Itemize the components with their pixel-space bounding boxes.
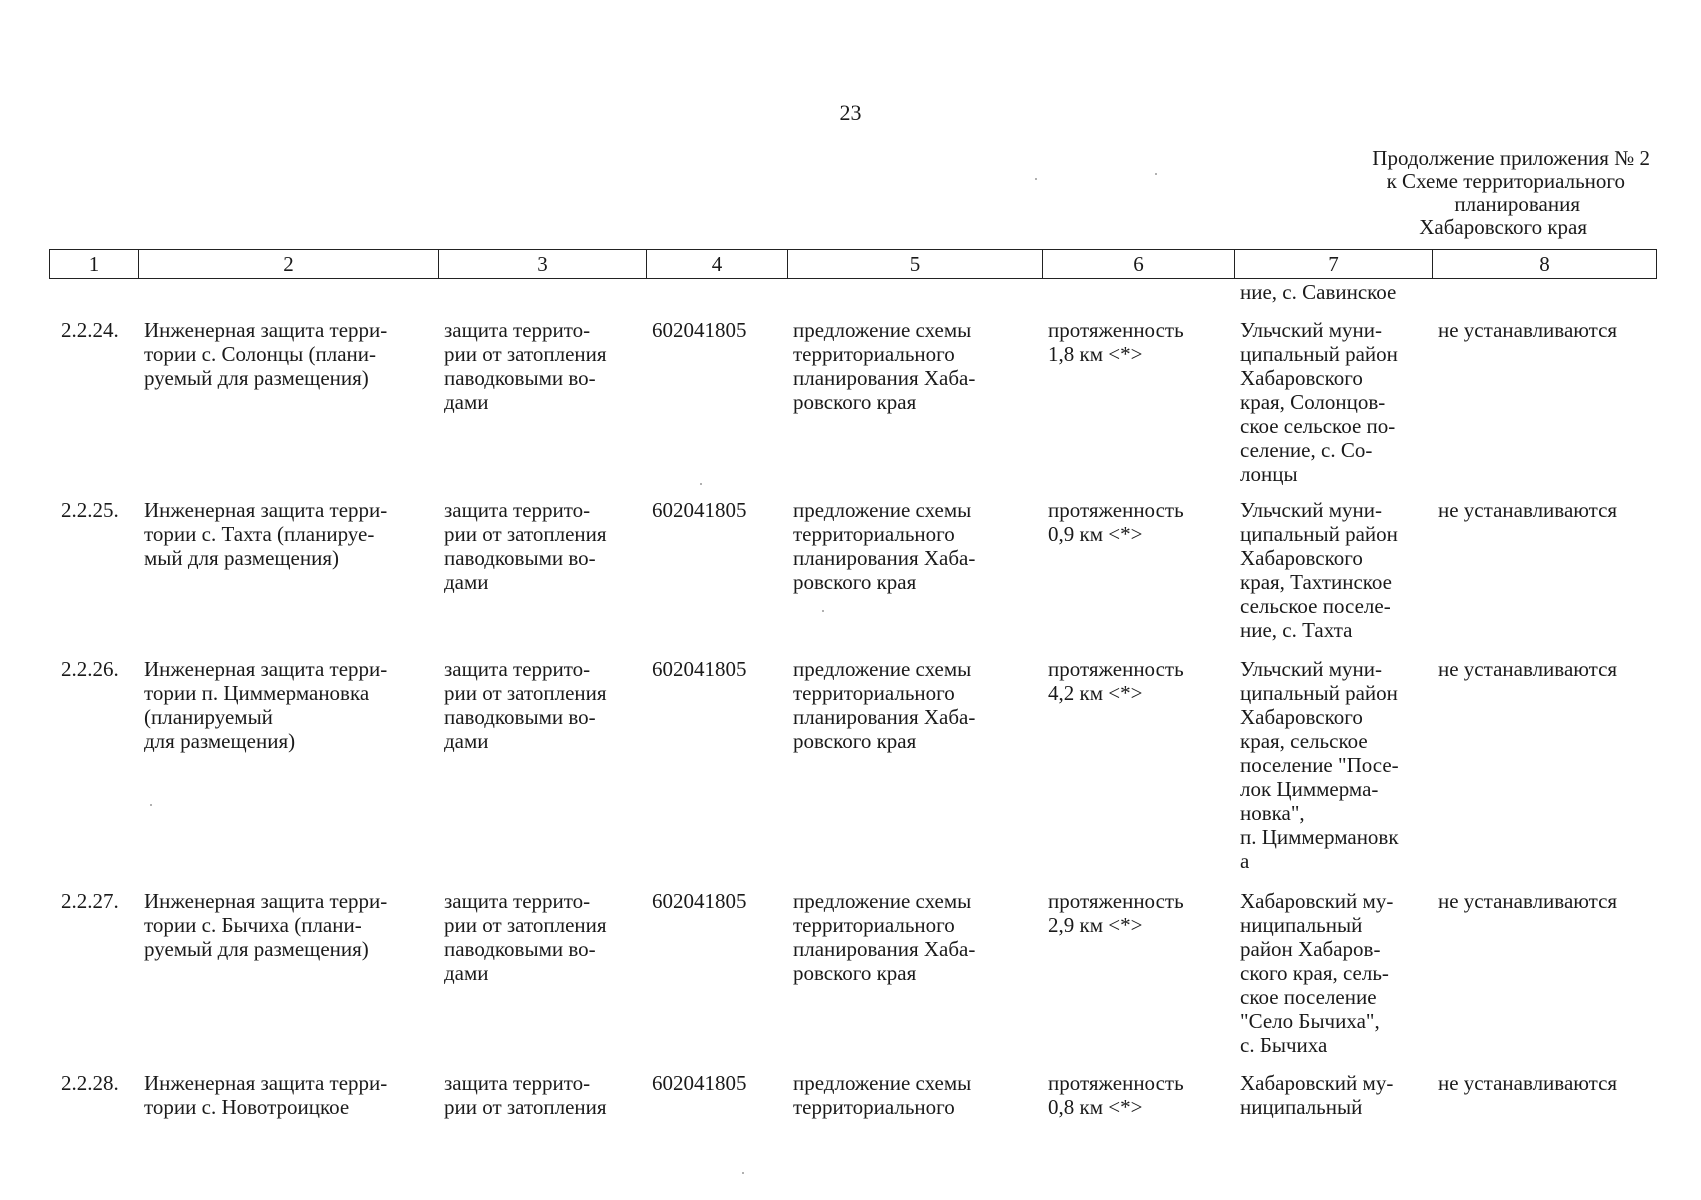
column-header-8: 8 (1433, 250, 1657, 279)
cell-characteristics: протяженность 4,2 км <*> (1048, 657, 1184, 705)
cell-purpose: защита террито- рии от затопления паводковыми во- дами (444, 657, 607, 753)
scan-speck (742, 1172, 744, 1174)
cell-number: 2.2.26. (61, 657, 119, 681)
scan-speck (150, 804, 152, 806)
appendix-heading-line: Хабаровского края (1419, 215, 1587, 239)
scan-speck (1155, 173, 1157, 175)
column-header-3: 3 (439, 250, 647, 279)
cell-characteristics: протяженность 2,9 км <*> (1048, 889, 1184, 937)
cell-number: 2.2.24. (61, 318, 119, 342)
column-header-1: 1 (50, 250, 139, 279)
cell-zones (1432, 280, 1656, 318)
table-row (49, 657, 1656, 889)
objects-table (49, 280, 1656, 1131)
cell-characteristics: протяженность 0,9 км <*> (1048, 498, 1184, 546)
cell-name: Инженерная защита терри- тории с. Бычиха (плани- руемый для размещения) (144, 889, 388, 961)
cell-purpose (438, 280, 646, 318)
cell-purpose: защита террито- рии от затопления паводковыми во- дами (444, 318, 607, 414)
cell-characteristics: протяженность 1,8 км <*> (1048, 318, 1184, 366)
cell-code (646, 280, 787, 318)
cell-zones: не устанавливаются (1438, 318, 1618, 342)
cell-basis: предложение схемы территориального планирования Хаба- ровского края (793, 318, 976, 414)
scan-speck (822, 610, 824, 612)
table-row (49, 889, 1656, 1071)
cell-zones: не устанавливаются (1438, 889, 1618, 913)
column-header-4: 4 (647, 250, 788, 279)
page-number: 23 (839, 100, 862, 125)
appendix-heading-line: планирования (1454, 192, 1580, 216)
cell-purpose: защита террито- рии от затопления паводковыми во- дами (444, 889, 607, 985)
cell-code: 602041805 (652, 889, 747, 913)
cell-name: Инженерная защита терри- тории с. Тахта (планируе- мый для размещения) (144, 498, 388, 570)
appendix-heading (1150, 147, 1650, 239)
cell-number: 2.2.25. (61, 498, 119, 522)
cell-purpose: защита террито- рии от затопления паводковыми во- дами (444, 498, 607, 594)
cell-location: ние, с. Савинское (1240, 280, 1397, 304)
cell-basis: предложение схемы территориального планирования Хаба- ровского края (793, 889, 976, 985)
cell-name: Инженерная защита терри- тории с. Солонцы (плани- руемый для размещения) (144, 318, 388, 390)
cell-code: 602041805 (652, 318, 747, 342)
table-row (49, 498, 1656, 657)
cell-basis (787, 280, 1042, 318)
cell-number (49, 280, 138, 318)
column-header-7: 7 (1235, 250, 1433, 279)
column-header-2: 2 (139, 250, 439, 279)
cell-location: Ульчский муни- ципальный район Хабаровского края, Солонцов- ское сельское по- селение, с. Со- лонцы (1240, 318, 1398, 486)
table-row (49, 318, 1656, 498)
cell-purpose: защита террито- рии от затопления (444, 1071, 607, 1119)
cell-number: 2.2.27. (61, 889, 119, 913)
cell-code: 602041805 (652, 657, 747, 681)
cell-location: Хабаровский му- ниципальный район Хабаров- ского края, сель- ское поселение "Село Бычиха", с. Бычиха (1240, 889, 1394, 1057)
column-number-header (49, 249, 1657, 279)
cell-characteristics: протяженность 0,8 км <*> (1048, 1071, 1184, 1119)
column-header-5: 5 (788, 250, 1043, 279)
cell-characteristics (1042, 280, 1234, 318)
cell-zones: не устанавливаются (1438, 498, 1618, 522)
scan-speck (1035, 178, 1037, 180)
cell-location: Ульчский муни- ципальный район Хабаровского края, сельское поселение "Посе- лок Циммерма- новка", п. Циммермановк а (1240, 657, 1399, 873)
table-row-continued (49, 280, 1656, 318)
cell-basis: предложение схемы территориального планирования Хаба- ровского края (793, 657, 976, 753)
cell-number: 2.2.28. (61, 1071, 119, 1095)
cell-zones: не устанавливаются (1438, 657, 1618, 681)
cell-basis: предложение схемы территориального (793, 1071, 972, 1119)
cell-location: Хабаровский му- ниципальный (1240, 1071, 1394, 1119)
scan-speck (700, 483, 702, 485)
cell-code: 602041805 (652, 498, 747, 522)
cell-basis: предложение схемы территориального планирования Хаба- ровского края (793, 498, 976, 594)
appendix-heading-line: Продолжение приложения № 2 (1372, 146, 1650, 170)
cell-name: Инженерная защита терри- тории п. Циммермановка (планируемый для размещения) (144, 657, 388, 753)
appendix-heading-line: к Схеме территориального (1386, 169, 1625, 193)
column-header-6: 6 (1043, 250, 1235, 279)
cell-zones: не устанавливаются (1438, 1071, 1618, 1095)
cell-code: 602041805 (652, 1071, 747, 1095)
header-row (50, 250, 1657, 279)
cell-location: Ульчский муни- ципальный район Хабаровского края, Тахтинское сельское поселе- ние, с. Тахта (1240, 498, 1398, 642)
cell-name: Инженерная защита терри- тории с. Новотроицкое (144, 1071, 388, 1119)
table-row (49, 1071, 1656, 1131)
cell-name (138, 280, 438, 318)
